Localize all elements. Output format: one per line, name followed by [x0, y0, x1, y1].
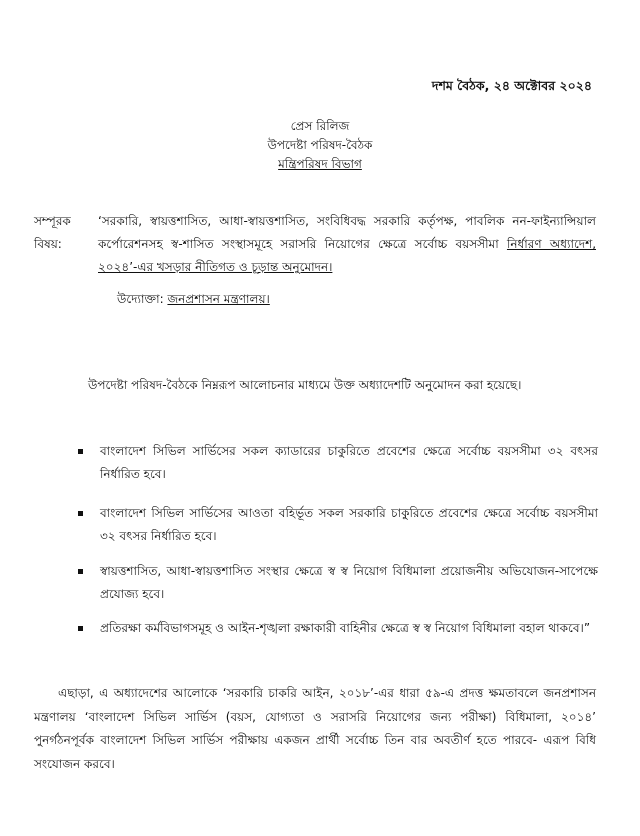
meeting-dateline: দশম বৈঠক, ২৪ অক্টোবর ২০২৪: [431, 78, 592, 93]
initiator-ministry: জনপ্রশাসন মন্ত্রণালয়।: [167, 292, 270, 306]
list-item-text: স্বায়ত্তশাসিত, আধা-স্বায়ত্তশাসিত সংস্থার ক্ষেত্রে স্ব স্ব নিয়োগ বিধিমালা প্রয়োজনীয় অভিযোজন-সাপেক্ষে প্রযোজ্য হবে।: [100, 564, 598, 601]
subject-label: সম্পূরক বিষয়:: [34, 214, 71, 251]
bullet-icon: [78, 511, 83, 516]
subject-text: [98, 210, 596, 279]
initiator-line: [117, 291, 270, 311]
subject-text-underlined: নির্ধারণ অধ্যাদেশ, ২০২৪’-এর খসড়ার নীতিগত ও চূড়ান্ত অনুমোদন।: [98, 237, 597, 274]
release-header: [0, 117, 640, 174]
bullet-icon: [78, 449, 83, 454]
bullet-icon: [78, 626, 83, 631]
list-item-text: বাংলাদেশ সিভিল সার্ভিসের আওতা বহির্ভূত সকল সরকারি চাকুরিতে প্রবেশের ক্ষেত্রে সর্বোচ্চ বয়সসীমা ৩২ বৎসর নির্ধারিত হবে।: [100, 506, 598, 543]
initiator-label: উদ্যোক্তা:: [117, 292, 168, 306]
press-release-title: প্রেস রিলিজ: [290, 119, 350, 133]
subject-text-main: ‘সরকারি, স্বায়ত্তশাসিত, আধা-স্বায়ত্তশাসিত, সংবিধিবদ্ধ সরকারি কর্তৃপক্ষ, পাবলিক নন-ফাইন্যান্সিয়াল কর্পোরেশনসহ স্ব-শাসিত সংস্থাসমূহে সরাসরি নিয়োগের ক্ষেত্রে সর্বোচ্চ বয়সসীমা: [98, 214, 596, 251]
council-meeting-title: উপদেষ্টা পরিষদ-বৈঠক: [267, 138, 373, 152]
closing-paragraph: এছাড়া, এ অধ্যাদেশের আলোকে ‘সরকারি চাকরি আইন, ২০১৮’-এর ধারা ৫৯-এ প্রদত্ত ক্ষমতাবলে জনপ্রশাসন মন্ত্রণালয় ‘বাংলাদেশ সিভিল সার্ভিস (বয়স, যোগ্যতা ও সরাসরি নিয়োগের জন্য পরীক্ষা) বিধিমালা, ২০১৪’ পুনর্গঠনপূর্বক বাংলাদেশ সিভিল সার্ভিস পরীক্ষায় একজন প্রার্থী সর্বোচ্চ তিন বার অবতীর্ণ হতে পারবে- এরূপ বিধি সংযোজন করবে।: [34, 686, 596, 771]
intro-paragraph: উপদেষ্টা পরিষদ-বৈঠকে নিম্নরূপ আলোচনার মাধ্যমে উক্ত অধ্যাদেশটি অনুমোদন করা হয়েছে।: [88, 378, 522, 392]
cabinet-division-title: মন্ত্রিপরিষদ বিভাগ: [278, 157, 362, 171]
bullet-icon: [78, 569, 83, 574]
list-item-text: প্রতিরক্ষা কর্মবিভাগসমূহ ও আইন-শৃঙ্খলা রক্ষাকারী বাহিনীর ক্ষেত্রে স্ব স্ব নিয়োগ বিধিমালা বহাল থাকবে।”: [100, 621, 591, 635]
list-item-text: বাংলাদেশ সিভিল সার্ভিসের সকল ক্যাডারের চাকুরিতে প্রবেশের ক্ষেত্রে সর্বোচ্চ বয়সসীমা ৩২ বৎসর নির্ধারিত হবে।: [100, 444, 598, 481]
